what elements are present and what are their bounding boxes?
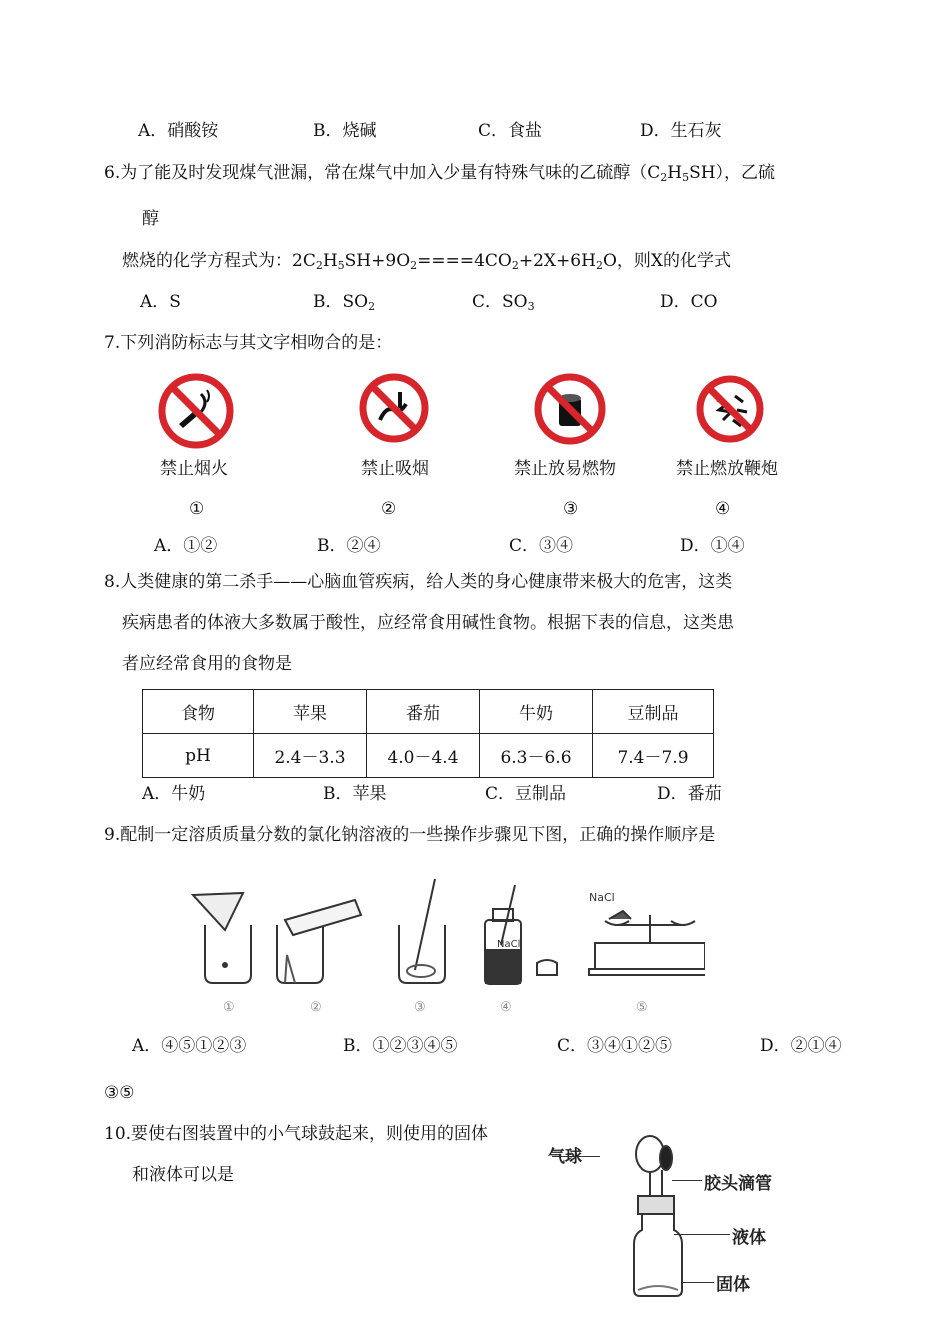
liquid-leader-line <box>674 1234 730 1235</box>
q8-stem-line2: 疾病患者的体液大多数属于酸性，应经常食用碱性食物。根据下表的信息，这类患 <box>122 613 734 633</box>
q7-option-c: C．③④ <box>509 536 574 556</box>
step-number-1: ① <box>223 1000 235 1015</box>
q9-stem: 9.配制一定溶质质量分数的氯化钠溶液的一些操作步骤见下图，正确的操作顺序是 <box>104 825 716 845</box>
q6-stem-line1: 6.为了能及时发现煤气泄漏，常在煤气中加入少量有特殊气味的乙硫醇$(C_2H_5SH)$，乙硫 <box>104 163 776 184</box>
sign-label-4: 禁止燃放鞭炮 <box>676 459 778 479</box>
table-cell: 7.4－7.9 <box>593 734 714 778</box>
table-cell: 6.3－6.6 <box>480 734 593 778</box>
dropper-bulb-icon <box>660 1146 672 1170</box>
sign-number-1: ① <box>189 499 205 519</box>
step-number-3: ③ <box>414 1000 426 1015</box>
dropper-label: 胶头滴管 <box>704 1174 772 1194</box>
beaker-step-3 <box>399 879 445 983</box>
beaker-step-1 <box>193 893 251 983</box>
step-number-4: ④ <box>500 1000 512 1015</box>
sign-number-3: ③ <box>563 499 579 519</box>
q5-option-b: B．烧碱 <box>313 121 377 141</box>
dropper-leader-line <box>672 1180 702 1181</box>
sign-label-2: 禁止吸烟 <box>361 459 429 479</box>
q6-equation-line: 燃烧的化学方程式为：$2C_2H_5SH+9O_2====4CO_2+2X+6H_2O$，则X的化学式 <box>122 251 731 272</box>
bottle-label: NaCl <box>497 939 521 950</box>
table-cell: 2.4－3.3 <box>254 734 367 778</box>
table-header-cell: 食物 <box>143 690 254 734</box>
beaker-step-2 <box>277 900 361 983</box>
q5-option-a: A．硝酸铵 <box>138 121 219 141</box>
q8-stem-line1: 8.人类健康的第二杀手——心脑血管疾病，给人类的身心健康带来极大的危害，这类 <box>104 572 733 592</box>
q9-option-b: B．①②③④⑤ <box>343 1036 458 1056</box>
step-number-2: ② <box>310 1000 322 1015</box>
flask-icon <box>634 1214 682 1296</box>
no-flammable-sign-icon <box>533 372 607 446</box>
q7-option-b: B．②④ <box>317 536 381 556</box>
balance-label: NaCl <box>589 891 615 904</box>
q6-option-b: B．$SO_2$ <box>313 292 376 313</box>
table-header-row <box>143 690 714 734</box>
q6-option-a: A．S <box>140 292 181 312</box>
q6-option-c: C．$SO_3$ <box>472 292 535 313</box>
q6-stem-line2: 醇 <box>142 209 159 229</box>
q8-option-c: C．豆制品 <box>485 784 567 804</box>
q8-option-a: A．牛奶 <box>142 784 206 804</box>
q5-option-c: C．食盐 <box>478 121 543 141</box>
no-firecracker-sign-icon <box>695 374 765 444</box>
q9-option-a: A．④⑤①②③ <box>132 1036 247 1056</box>
step-number-5: ⑤ <box>636 1000 648 1015</box>
table-header-cell: 牛奶 <box>480 690 593 734</box>
table-header-cell: 苹果 <box>254 690 367 734</box>
table-cell: 4.0－4.4 <box>367 734 480 778</box>
solid-label: 固体 <box>716 1275 750 1295</box>
solution-preparation-figure <box>185 875 705 1020</box>
balloon-apparatus-figure <box>600 1130 720 1305</box>
balloon-label: 气球 <box>548 1147 582 1167</box>
sign-label-1: 禁止烟火 <box>160 459 228 479</box>
q8-option-b: B．苹果 <box>323 784 387 804</box>
balance-step-5 <box>589 911 705 975</box>
stopper-icon <box>638 1196 674 1214</box>
no-smoking-sign-icon <box>358 372 430 444</box>
q10-stem-line1: 10.要使右图装置中的小气球鼓起来，则使用的固体 <box>104 1124 489 1144</box>
reagent-bottle-step-4 <box>485 885 557 984</box>
q9-option-c: C．③④①②⑤ <box>557 1036 673 1056</box>
solid-leader-line <box>682 1282 714 1283</box>
table-header-cell: 番茄 <box>367 690 480 734</box>
q6-option-d: D．CO <box>660 292 718 312</box>
q8-stem-line3: 者应经常食用的食物是 <box>122 654 292 674</box>
q9-option-d: D．②①④ <box>760 1036 842 1056</box>
sign-number-4: ④ <box>715 499 731 519</box>
no-fire-sign-icon <box>157 372 235 450</box>
q7-stem: 7.下列消防标志与其文字相吻合的是： <box>104 333 393 353</box>
sign-label-3: 禁止放易燃物 <box>514 459 616 479</box>
table-row <box>143 734 714 778</box>
food-ph-table <box>142 689 714 778</box>
q7-option-a: A．①② <box>154 536 218 556</box>
liquid-label: 液体 <box>732 1228 766 1248</box>
q7-option-d: D．①④ <box>680 536 745 556</box>
q9-option-d-continued: ③⑤ <box>104 1083 135 1103</box>
q10-stem-line2: 和液体可以是 <box>132 1165 234 1185</box>
table-header-cell: 豆制品 <box>593 690 714 734</box>
table-cell: pH <box>143 734 254 778</box>
q8-option-d: D．番茄 <box>657 784 722 804</box>
q5-option-d: D．生石灰 <box>640 121 722 141</box>
sign-number-2: ② <box>381 499 397 519</box>
